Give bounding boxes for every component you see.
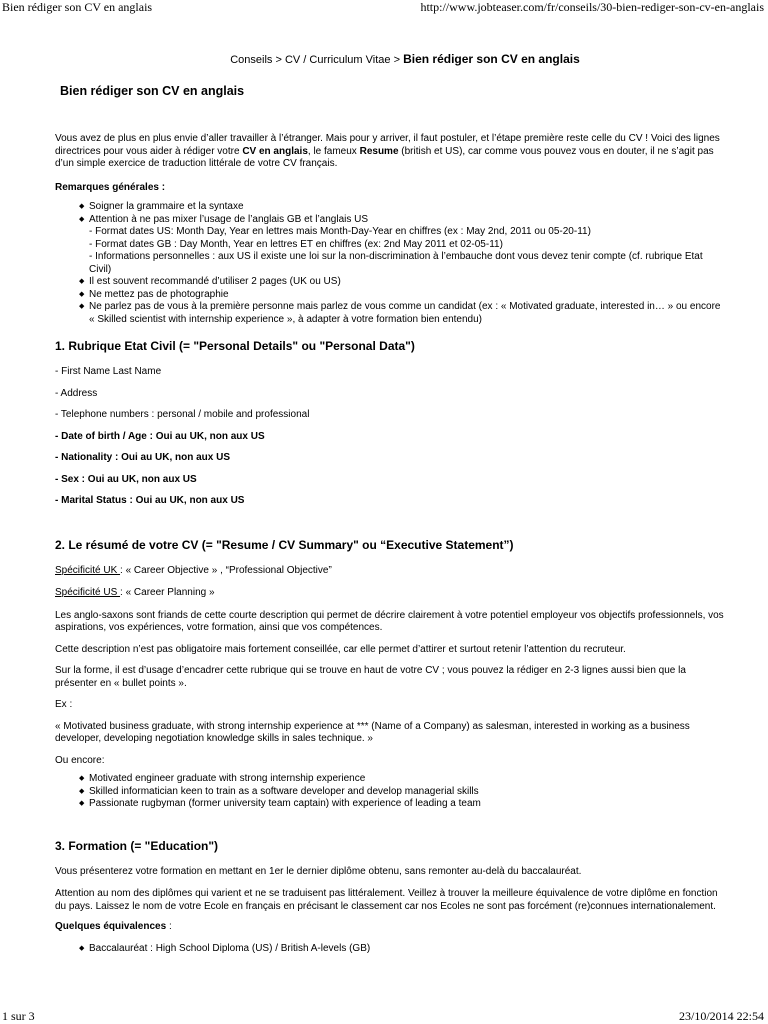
intro-bold-cv: CV en anglais <box>242 145 308 157</box>
personal-line-bold: - Date of birth / Age : Oui au UK, non aux US <box>55 430 265 442</box>
personal-line: - Telephone numbers : personal / mobile and professional <box>55 409 310 420</box>
list-subitem: - Informations personnelles : aux US il existe une loi sur la non-discrimination à l’embauche dont vous devez tenir compte (cf. rubrique Etat Civil) <box>89 251 703 275</box>
spec-uk-text: : « Career Objective » , “Professional Objective” <box>120 564 332 576</box>
intro-text: (british et US), car comme vous pouvez vous en douter, il ne s’agit pas d’un simple exercice de traduction littérale de votre CV français. <box>55 145 714 169</box>
spec-uk <box>55 565 725 578</box>
example-label: Ex : <box>55 699 73 710</box>
remarks-heading <box>55 182 725 195</box>
list-item: ◆ Il est souvent recommandé d’utiliser 2 pages (UK ou US) <box>89 276 725 289</box>
summary-paragraph: Cette description n’est pas obligatoire mais fortement conseillée, car elle permet d’attirer et surtout retenir l’attention du recruteur. <box>55 643 626 655</box>
list-item: ◆ Soigner la grammaire et la syntaxe <box>89 201 725 214</box>
equivalences-label: Quelques équivalences <box>55 921 167 932</box>
list-item: ◆ Baccalauréat : High School Diploma (US) / British A-levels (GB) <box>89 943 725 956</box>
list-item-text: ◆ Attention à ne pas mixer l’usage de l’anglais GB et l’anglais US <box>89 213 369 225</box>
summary-examples-list <box>55 773 725 811</box>
list-item: ◆ Motivated engineer graduate with strong internship experience <box>89 773 725 786</box>
personal-line-bold: - Sex : Oui au UK, non aux US <box>55 473 197 485</box>
personal-line-bold: - Nationality : Oui au UK, non aux US <box>55 452 231 463</box>
breadcrumb-separator: > <box>272 54 285 66</box>
section-heading-personal-details: 1. Rubrique Etat Civil (= "Personal Details" ou "Personal Data") <box>55 339 415 353</box>
intro-bold-resume: Resume <box>359 145 399 157</box>
personal-line: - Address <box>55 387 98 399</box>
list-item: ◆ Ne parlez pas de vous à la première personne mais parlez de vous comme un candidat (ex : « Motivated graduate, interested in… » ou encore « Skilled scientist with internship experience », à adapter à votre formation bien entendu) <box>89 301 725 326</box>
breadcrumb-cv[interactable]: CV / Curriculum Vitae <box>284 54 391 66</box>
print-footer-page: 1 sur 3 <box>2 1009 35 1023</box>
personal-line <box>55 474 725 487</box>
print-footer-datetime: 23/10/2014 22:54 <box>678 1009 764 1023</box>
remarks-heading-text: Remarques générales : <box>55 181 166 193</box>
list-item: ◆ Skilled informatician keen to train as a software developer and develop managerial skills <box>89 786 725 799</box>
breadcrumb-conseils[interactable]: Conseils <box>230 54 273 66</box>
list-item: ◆ Ne mettez pas de photographie <box>89 289 725 302</box>
personal-line: - First Name Last Name <box>55 366 162 377</box>
education-paragraph: Vous présenterez votre formation en mettant en 1er le dernier diplôme obtenu, sans remonter au-delà du baccalauréat. <box>55 865 582 877</box>
personal-line <box>55 495 725 508</box>
breadcrumb-separator: > <box>390 54 404 66</box>
intro-text: Vous avez de plus en plus envie d’aller travailler à l’étranger. Mais pour y arriver, il faut postuler, et l’étape première reste celle du CV ! Voici des lignes directrices pour vous aider à rédiger votre <box>55 133 720 157</box>
equivalences-heading <box>55 921 725 934</box>
personal-line <box>55 431 725 444</box>
section-heading-summary: 2. Le résumé de votre CV (= "Resume / CV Summary" ou “Executive Statement”) <box>55 537 514 552</box>
breadcrumb-current: Bien rédiger son CV en anglais <box>403 52 580 66</box>
intro-paragraph <box>55 133 725 171</box>
spec-us <box>55 587 725 600</box>
spec-us-text: : « Career Planning » <box>120 587 215 598</box>
equivalences-colon: : <box>166 921 172 932</box>
page-title: Bien rédiger son CV en anglais <box>60 84 245 98</box>
list-item <box>89 214 725 277</box>
equivalences-list <box>55 943 725 956</box>
print-header-title: Bien rédiger son CV en anglais <box>2 0 153 14</box>
summary-paragraph: Les anglo-saxons sont friands de cette courte description qui permet de décrire clairement à votre potentiel employeur vos objectifs professionnels, vos aspirations, vos expériences, votre formation, ainsi que vos compétences. <box>55 609 724 633</box>
or-label: Ou encore: <box>55 754 105 766</box>
personal-line-bold: - Marital Status : Oui au UK, non aux US <box>55 495 245 506</box>
example-quote: « Motivated business graduate, with strong internship experience at *** (Name of a Company) as salesman, interested in working as a business developer, developing negotiation knowledge skills in sales technique. » <box>55 720 690 744</box>
list-subitem: - Format dates US: Month Day, Year en lettres mais Month-Day-Year en chiffres (ex : May 2nd, 2011 ou 05-20-11) <box>89 226 591 237</box>
education-paragraph: Attention au nom des diplômes qui varient et ne se traduisent pas littéralement. Veillez à trouver la meilleure équivalence de votre diplôme en fonction du pays. Laissez le nom de votre Ecole en français en précisant le classement car nos Ecoles ne sont pas forcément (re)connues internationalement. <box>55 888 718 912</box>
print-header-url[interactable]: http://www.jobteaser.com/fr/conseils/30-bien-rediger-son-cv-en-anglais <box>420 0 764 14</box>
list-subitem: - Format dates GB : Day Month, Year en lettres ET en chiffres (ex: 2nd May 2011 et 02-05-11) <box>89 238 503 250</box>
breadcrumb <box>0 52 768 67</box>
remarks-list <box>55 201 725 326</box>
list-item: ◆ Passionate rugbyman (former university team captain) with experience of leading a team <box>89 798 725 811</box>
article-body <box>55 133 725 955</box>
summary-paragraph: Sur la forme, il est d’usage d’encadrer cette rubrique qui se trouve en haut de votre CV ; vous pouvez la rédiger en 2-3 lignes aussi bien que la présenter en « bullet points ». <box>55 665 686 689</box>
personal-line <box>55 452 725 465</box>
spec-uk-label: Spécificité UK <box>55 564 121 576</box>
spec-us-label: Spécificité US <box>55 587 121 598</box>
section-heading-education: 3. Formation (= "Education") <box>55 838 219 853</box>
intro-text: , le fameux <box>307 145 360 157</box>
